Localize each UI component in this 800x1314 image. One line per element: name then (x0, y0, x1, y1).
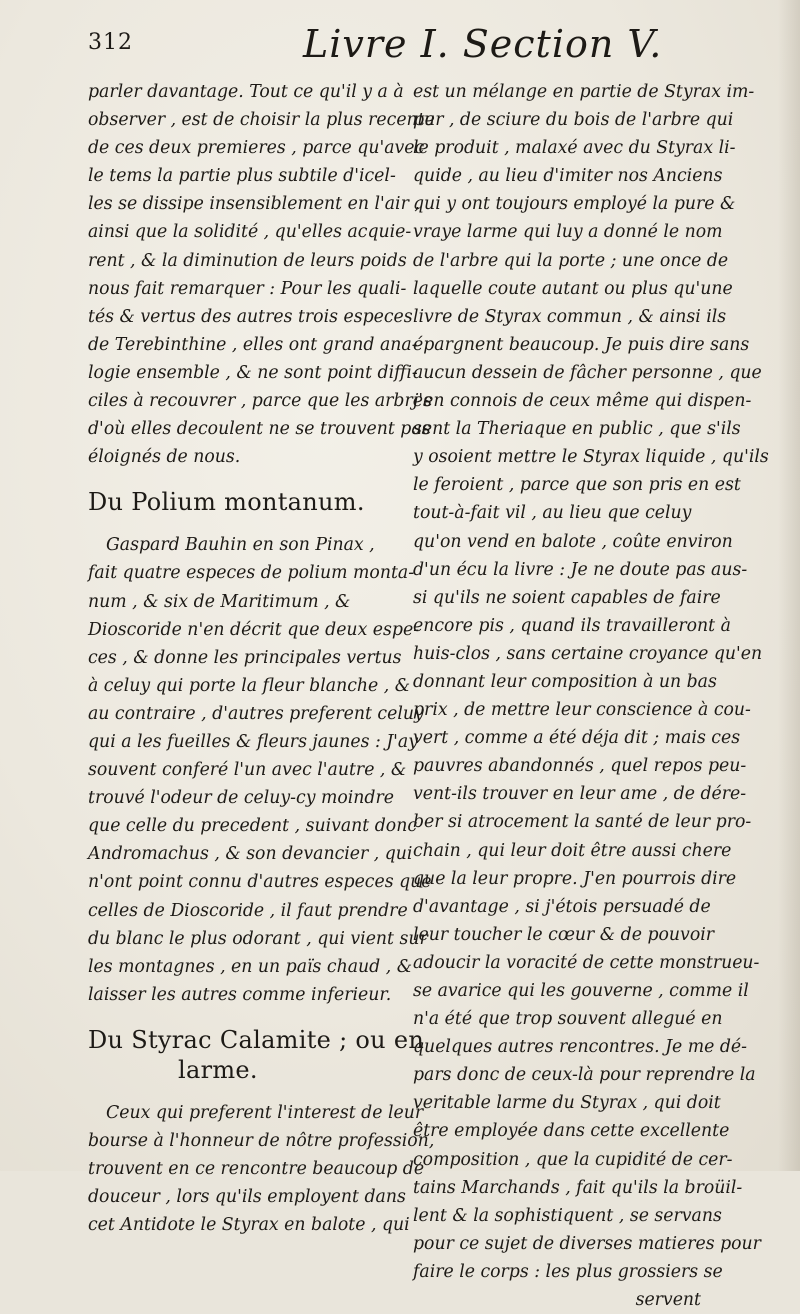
right-column (413, 78, 769, 1314)
paragraph-styrac-intro (88, 1099, 435, 1239)
text-line: ber si atrocement la santé de leur pro- (413, 812, 752, 833)
text-line: Ceux qui preferent l'interest de leur (106, 1102, 424, 1123)
text-line: qu'on vend en balote , coûte environ (413, 531, 733, 552)
text-line: le feroient , parce que son pris en est (413, 475, 741, 496)
text-line: est un mélange en partie de Styrax im- (413, 82, 755, 102)
text-line: trouvé l'odeur de celuy-cy moindre (88, 788, 394, 809)
text-line: les se dissipe insensiblement en l'air , (88, 194, 420, 215)
text-line: les montagnes , en un païs chaud , & (88, 956, 413, 977)
text-line: le produit , malaxé avec du Styrax li- (413, 138, 736, 159)
text-line: d'un écu la livre : Je ne doute pas aus- (413, 559, 748, 580)
text-line: Andromachus , & son devancier , qui (88, 844, 413, 865)
text-line: que la leur propre. J'en pourrois dire (413, 868, 737, 889)
text-line: quelques autres rencontres. Je me dé- (413, 1037, 747, 1058)
text-line: souvent conferé l'un avec l'autre , & (88, 760, 407, 781)
text-line: d'avantage , si j'étois persuadé de (413, 896, 711, 917)
heading-polium: Du Polium montanum. (88, 488, 365, 517)
text-line: le tems la partie plus subtile d'icel- (88, 166, 396, 187)
text-line: à celuy qui porte la fleur blanche , & (88, 675, 411, 696)
text-line: si qu'ils ne soient capables de faire (413, 587, 721, 608)
text-line: Dioscoride n'en décrit que deux espe- (88, 619, 420, 640)
text-line: se avarice qui les gouverne , comme il (413, 981, 749, 1001)
text-line: au contraire , d'autres preferent celuy (88, 703, 424, 724)
running-head (88, 22, 768, 66)
text-line: vraye larme qui luy a donné le nom (413, 222, 723, 243)
text-line: tés & vertus des autres trois especes (88, 306, 413, 327)
text-line: sent la Theriaque en public , que s'ils (413, 419, 741, 440)
text-line: tout-à-fait vil , au lieu que celuy (413, 503, 692, 524)
text-line: n'ont point connu d'autres especes que (88, 872, 432, 893)
text-line: rent , & la diminution de leurs poids (88, 250, 407, 271)
text-line: j'en connois de ceux même qui dispen- (413, 391, 752, 412)
text-line: num , & six de Maritimum , & (88, 591, 351, 612)
paragraph-polium (88, 531, 432, 1009)
text-line: trouvent en ce rencontre beaucoup de (88, 1159, 425, 1180)
text-line: laisser les autres comme inferieur. (88, 984, 392, 1005)
text-line: observer , est de choisir la plus recente (88, 110, 435, 131)
text-line: leur toucher le cœur & de pouvoir (413, 924, 715, 945)
text-line: celles de Dioscoride , il faut prendre (88, 900, 408, 921)
text-line: faire le corps : les plus grossiers se (413, 1261, 723, 1282)
heading-styrac (88, 1025, 425, 1085)
catchword: servent (635, 1290, 701, 1311)
text-line: bourse à l'honneur de nôtre profession, (88, 1131, 435, 1151)
text-line: lent & la sophistiquent , se servans (413, 1205, 722, 1226)
text-line: épargnent beaucoup. Je puis dire sans (413, 334, 750, 355)
text-line: aucun dessein de fâcher personne , que (413, 362, 762, 383)
text-line: fait quatre especes de polium monta- (88, 563, 415, 584)
text-line: n'a été que trop souvent allegué en (413, 1009, 723, 1030)
text-line: tains Marchands , fait qu'ils la broüil- (413, 1177, 743, 1198)
page-edge-shadow (778, 0, 800, 1171)
text-line: du blanc le plus odorant , qui vient sur (88, 928, 428, 949)
text-line: de Terebinthine , elles ont grand ana- (88, 334, 418, 355)
text-line: que celle du precedent , suivant donc (88, 816, 418, 837)
text-line: éloignés de nous. (88, 447, 241, 468)
text-line: être employée dans cette excellente (413, 1121, 730, 1142)
left-column (88, 78, 435, 1239)
text-line: vert , comme a été déja dit ; mais ces (413, 728, 741, 749)
text-line: pauvres abandonnés , quel repos peu- (413, 756, 747, 777)
text-line: parler davantage. Tout ce qu'il y a à (88, 82, 404, 102)
text-line: ces , & donne les principales vertus (88, 647, 402, 668)
text-line: pour ce sujet de diverses matieres pour (413, 1233, 761, 1254)
text-line: donnant leur composition à un bas (413, 671, 717, 692)
page-number: 312 (88, 30, 133, 55)
text-line: quide , au lieu d'imiter nos Anciens (413, 166, 723, 187)
text-line: nous fait remarquer : Pour les quali- (88, 278, 407, 299)
text-line: pars donc de ceux-là pour reprendre la (413, 1065, 756, 1086)
text-line: de ces deux premieres , parce qu'avec (88, 138, 425, 159)
running-title: Livre I. Section V. (303, 22, 663, 66)
heading-styrac-line-1: Du Styrac Calamite ; ou en (88, 1025, 425, 1054)
text-line: vent-ils trouver en leur ame , de dére- (413, 784, 747, 805)
heading-styrac-line-2: larme. (178, 1055, 258, 1084)
text-line: veritable larme du Styrax , qui doit (413, 1093, 721, 1114)
text-line: qui a les fueilles & fleurs jaunes : J'ay (88, 731, 418, 752)
text-line: prix , de mettre leur conscience à cou- (413, 700, 751, 721)
text-line: pur , de sciure du bois de l'arbre qui (413, 110, 734, 131)
text-line: logie ensemble , & ne sont point diffi- (88, 362, 418, 383)
text-line: chain , qui leur doit être aussi chere (413, 840, 732, 861)
text-line: de l'arbre qui la porte ; une once de (413, 250, 729, 271)
text-line: laquelle coute autant ou plus qu'une (413, 278, 733, 299)
text-line: livre de Styrax commun , & ainsi ils (413, 306, 727, 327)
text-line: d'où elles decoulent ne se trouvent pas (88, 419, 431, 440)
text-line: douceur , lors qu'ils employent dans (88, 1187, 406, 1208)
text-line: huis-clos , sans certaine croyance qu'en (413, 643, 763, 664)
text-line: adoucir la voracité de cette monstrueu- (413, 952, 760, 973)
text-line: ciles à recouvrer , parce que les arbres (88, 391, 432, 412)
text-line: composition , que la cupidité de cer- (413, 1149, 733, 1170)
text-line: qui y ont toujours employé la pure & (413, 194, 736, 215)
text-line: Gaspard Bauhin en son Pinax , (106, 535, 375, 556)
text-line: y osoient mettre le Styrax liquide , qu'ils (413, 447, 769, 468)
paragraph-terebinthine (88, 78, 435, 471)
text-line: cet Antidote le Styrax en balote , qui (88, 1215, 410, 1236)
text-line: ainsi que la solidité , qu'elles acquie- (88, 222, 412, 243)
paragraph-styrax-balote (413, 78, 769, 1286)
text-line: encore pis , quand ils travailleront à (413, 615, 731, 636)
